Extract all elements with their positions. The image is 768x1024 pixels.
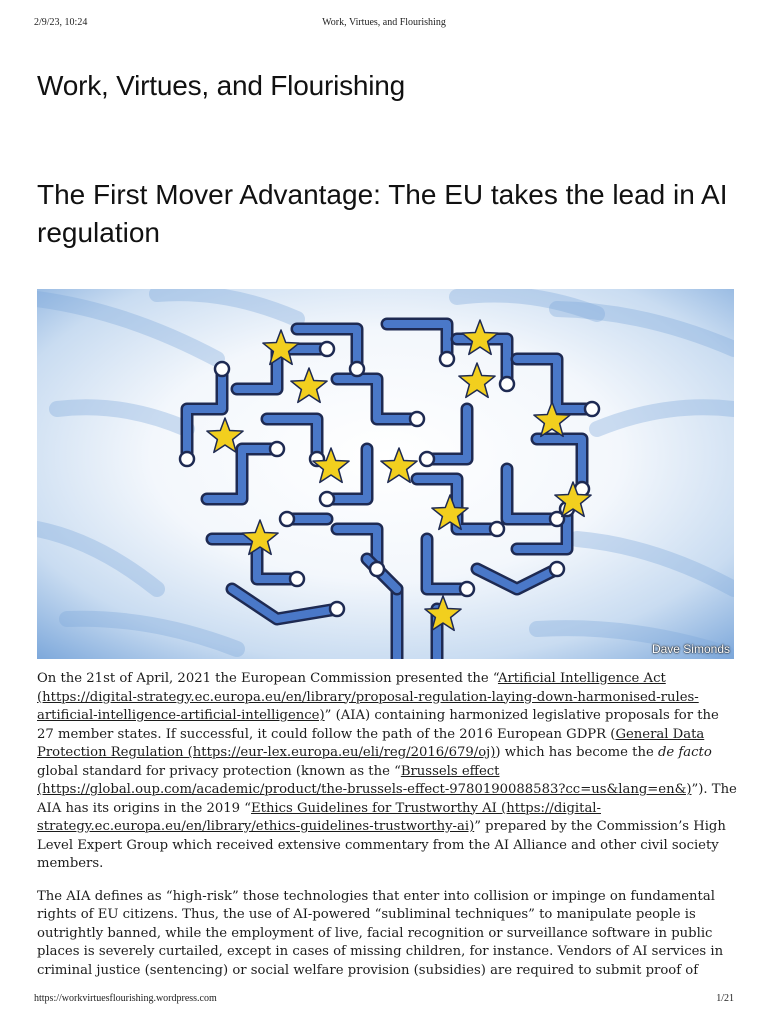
circuit-brain-illustration xyxy=(37,289,734,659)
paragraph-2: The AIA defines as “high-risk” those technologies that enter into collision or impinge on fundamental rights of EU citizens. Thus, the use of AI-powered “subliminal techniques” to manipulate people is outrightly banned, while the employment of live, facial recognition or surveillance software in public places is severely curtailed, except in cases of missing children, for instance. Vendors of AI services in criminal justice (sentencing) or social welfare provision (subsidies) are required to submit proof of xyxy=(37,888,724,978)
print-page-number: 1/21 xyxy=(716,993,734,1004)
print-url: https://workvirtuesflourishing.wordpress.com xyxy=(34,993,217,1004)
p1-emphasis: de facto xyxy=(657,745,712,760)
paragraph-1 xyxy=(37,670,737,874)
post-content xyxy=(37,670,737,994)
print-datetime: 2/9/23, 10:24 xyxy=(34,17,88,28)
print-footer xyxy=(34,993,734,1007)
print-page-title: Work, Virtues, and Flourishing xyxy=(322,17,446,28)
p1-text-1: On the 21st of April, 2021 the European Commission presented the “ xyxy=(37,671,498,686)
p1-text-3: ) which has become the xyxy=(495,745,658,760)
p1-text-5: ”). The AIA has its origins in the 2019 “ xyxy=(37,782,737,816)
sky-background xyxy=(37,289,734,659)
site-title[interactable]: Work, Virtues, and Flourishing xyxy=(37,70,406,101)
print-header xyxy=(34,17,734,31)
post-title[interactable]: The First Mover Advantage: The EU takes the lead in AI regulation xyxy=(37,179,728,248)
image-credit: Dave Simonds xyxy=(651,642,730,656)
hero-image xyxy=(37,289,734,659)
link-brussels-effect[interactable]: Brussels effect (https://global.oup.com/academic/product/the-brussels-effect-9780190088583?cc=us&lang=en&) xyxy=(37,763,692,797)
link-ethics-guidelines[interactable]: Ethics Guidelines for Trustworthy AI (https://digital-strategy.ec.europa.eu/en/library/ethics-guidelines-trustworthy-ai) xyxy=(37,800,601,834)
p1-text-4: global standard for privacy protection (known as the “ xyxy=(37,763,401,779)
p1-text-6: ” prepared by the Commission’s High Level Expert Group which received extensive commentary from the AI Alliance and other civil society members. xyxy=(37,819,726,871)
link-artificial-intelligence-act[interactable]: Artificial Intelligence Act (https://digital-strategy.ec.europa.eu/en/library/proposal-regulation-laying-down-harmonised-rules-artificial-intelligence-artificial-intelligence) xyxy=(37,671,699,723)
link-gdpr[interactable]: General Data Protection Regulation (https://eur-lex.europa.eu/eli/reg/2016/679/oj) xyxy=(37,726,705,760)
p1-text-2: ” (AIA) containing harmonized legislative proposals for the 27 member states. If successful, it could follow the path of the 2016 European GDPR ( xyxy=(37,708,719,742)
